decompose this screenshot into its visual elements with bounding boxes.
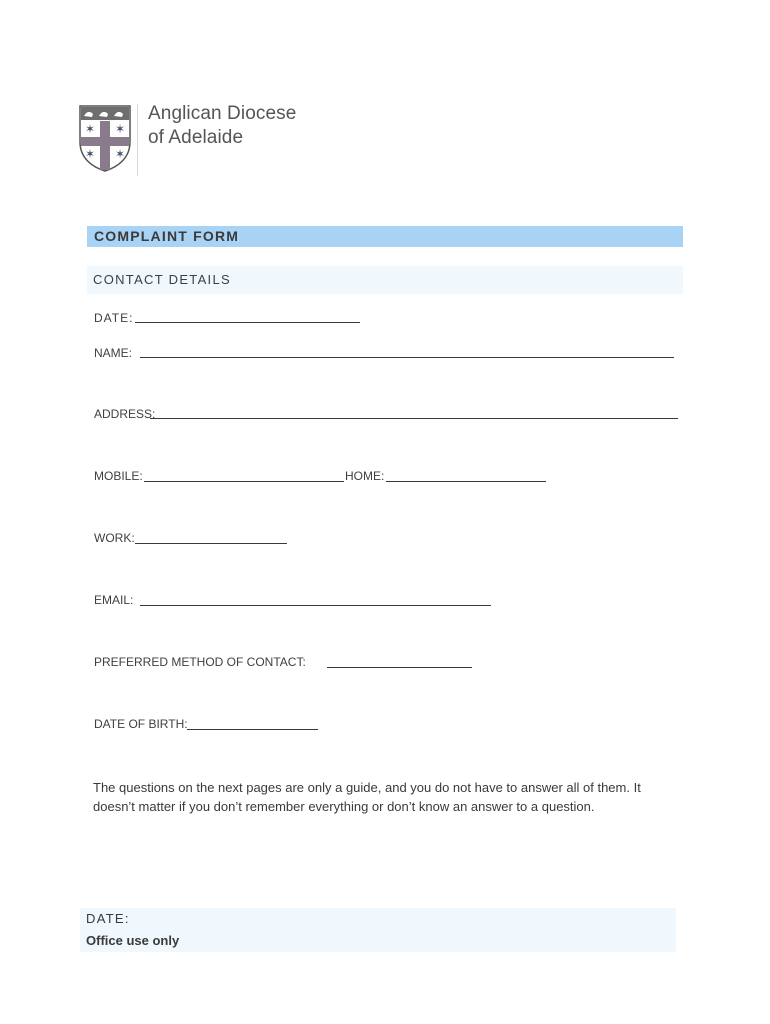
contact-details-section <box>87 266 683 294</box>
org-name-line2: of Adelaide <box>148 127 244 148</box>
name-field[interactable] <box>140 357 674 358</box>
email-label: EMAIL: <box>94 593 134 607</box>
office-date-label: DATE: <box>86 911 130 926</box>
svg-text:✶: ✶ <box>85 147 96 161</box>
work-label: WORK: <box>94 531 135 545</box>
logo-divider <box>137 104 138 176</box>
mobile-label: MOBILE: <box>94 469 143 483</box>
preferred-contact-label: PREFERRED METHOD OF CONTACT: <box>94 655 306 669</box>
preferred-contact-field[interactable] <box>327 667 472 668</box>
svg-text:✶: ✶ <box>85 122 96 136</box>
org-name-line1: Anglican Diocese <box>148 103 297 124</box>
svg-text:✶: ✶ <box>115 122 126 136</box>
guide-note: The questions on the next pages are only a guide, and you do not have to answer all of them. It doesn’t matter if you don’t remember everything or don’t know an answer to a question. <box>93 780 641 814</box>
dob-field[interactable] <box>187 729 318 730</box>
name-label: NAME: <box>94 346 133 360</box>
address-label: ADDRESS: <box>94 407 156 421</box>
date-field[interactable] <box>135 322 360 323</box>
dob-label: DATE OF BIRTH: <box>94 717 188 731</box>
address-field[interactable] <box>150 418 678 419</box>
office-use-box <box>80 908 676 952</box>
home-label: HOME: <box>345 469 385 483</box>
date-label: DATE: <box>94 311 134 325</box>
form-title-bar <box>87 226 683 247</box>
diocese-shield-logo <box>78 104 132 172</box>
svg-text:✶: ✶ <box>115 147 126 161</box>
form-title: COMPLAINT FORM <box>94 228 240 244</box>
work-field[interactable] <box>135 543 287 544</box>
office-use-label: Office use only <box>86 933 180 948</box>
section-title: CONTACT DETAILS <box>93 272 231 287</box>
email-field[interactable] <box>140 605 491 606</box>
mobile-field[interactable] <box>144 481 344 482</box>
home-field[interactable] <box>386 481 546 482</box>
